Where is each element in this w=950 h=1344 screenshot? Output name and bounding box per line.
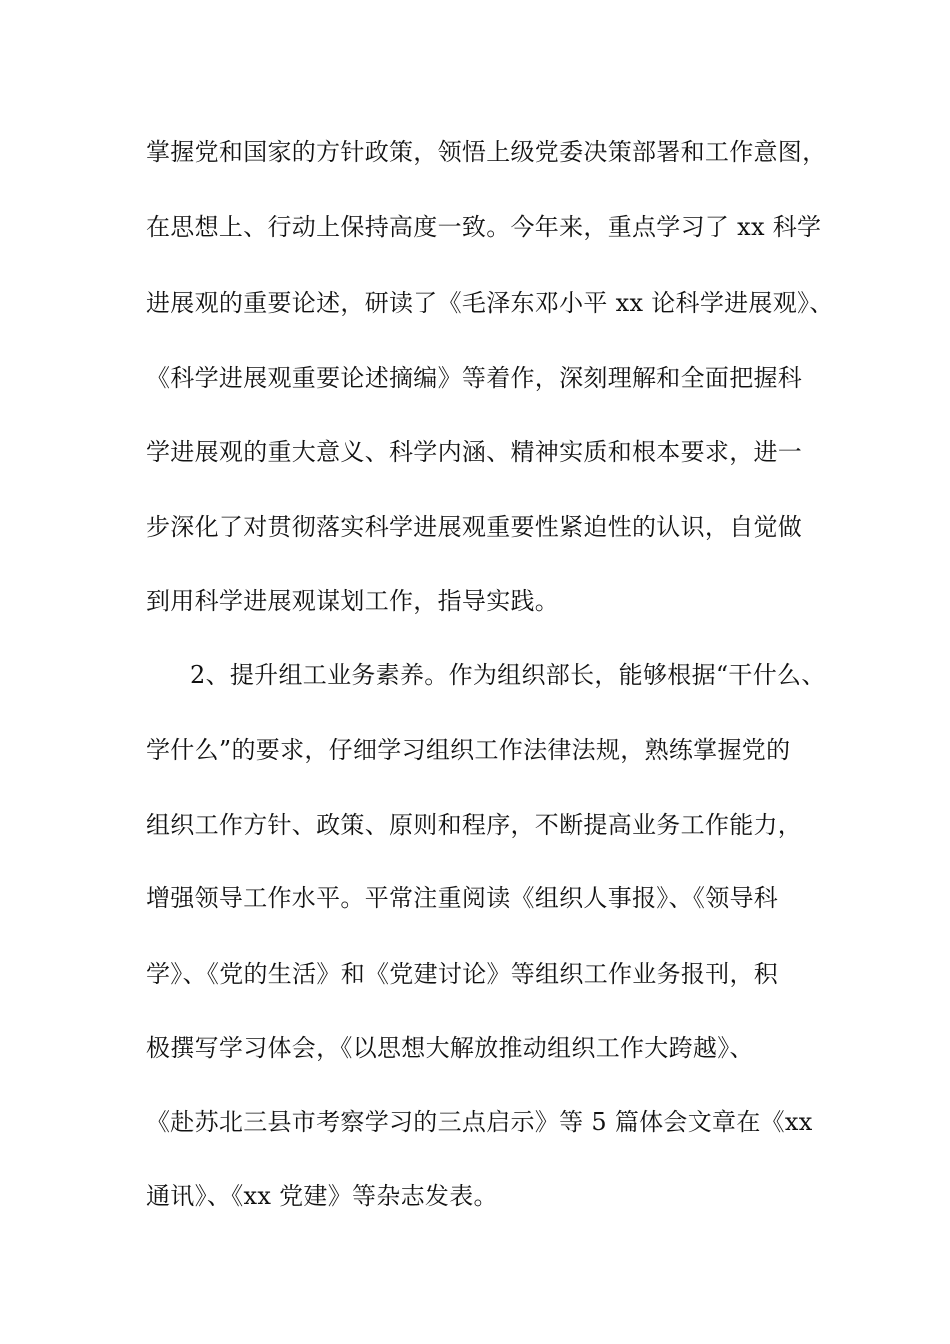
text-line: 到用科学进展观谋划工作，指导实践。 <box>146 587 560 615</box>
text-line: 《科学进展观重要论述摘编》等着作，深刻理解和全面把握科 <box>146 364 803 392</box>
text-line: 极撰写学习体会，《以思想大解放推动组织工作大跨越》、 <box>146 1034 754 1062</box>
text-line: 学什么”的要求，仔细学习组织工作法律法规，熟练掌握党的 <box>146 736 791 764</box>
text-line: 学进展观的重大意义、科学内涵、精神实质和根本要求，进一 <box>146 438 803 466</box>
text-line: 组织工作方针、政策、原则和程序，不断提高业务工作能力， <box>146 811 803 839</box>
text-line: 在思想上、行动上保持高度一致。今年来，重点学习了 xx 科学 <box>146 213 822 241</box>
text-line: 进展观的重要论述，研读了《毛泽东邓小平 xx 论科学进展观》、 <box>146 289 834 317</box>
text-line: 掌握党和国家的方针政策，领悟上级党委决策部署和工作意图， <box>146 138 827 166</box>
text-line: 通讯》、《xx 党建》等杂志发表。 <box>146 1182 498 1210</box>
paragraph-start-line: 2、提升组工业务素养。作为组织部长，能够根据“干什么、 <box>190 661 826 689</box>
text-line: 步深化了对贯彻落实科学进展观重要性紧迫性的认识，自觉做 <box>146 513 803 541</box>
text-line: 增强领导工作水平。平常注重阅读《组织人事报》、《领导科 <box>146 884 779 912</box>
text-line: 学》、《党的生活》和《党建讨论》等组织工作业务报刊，积 <box>146 960 779 988</box>
text-line: 《赴苏北三县市考察学习的三点启示》等 5 篇体会文章在《xx <box>146 1108 813 1136</box>
